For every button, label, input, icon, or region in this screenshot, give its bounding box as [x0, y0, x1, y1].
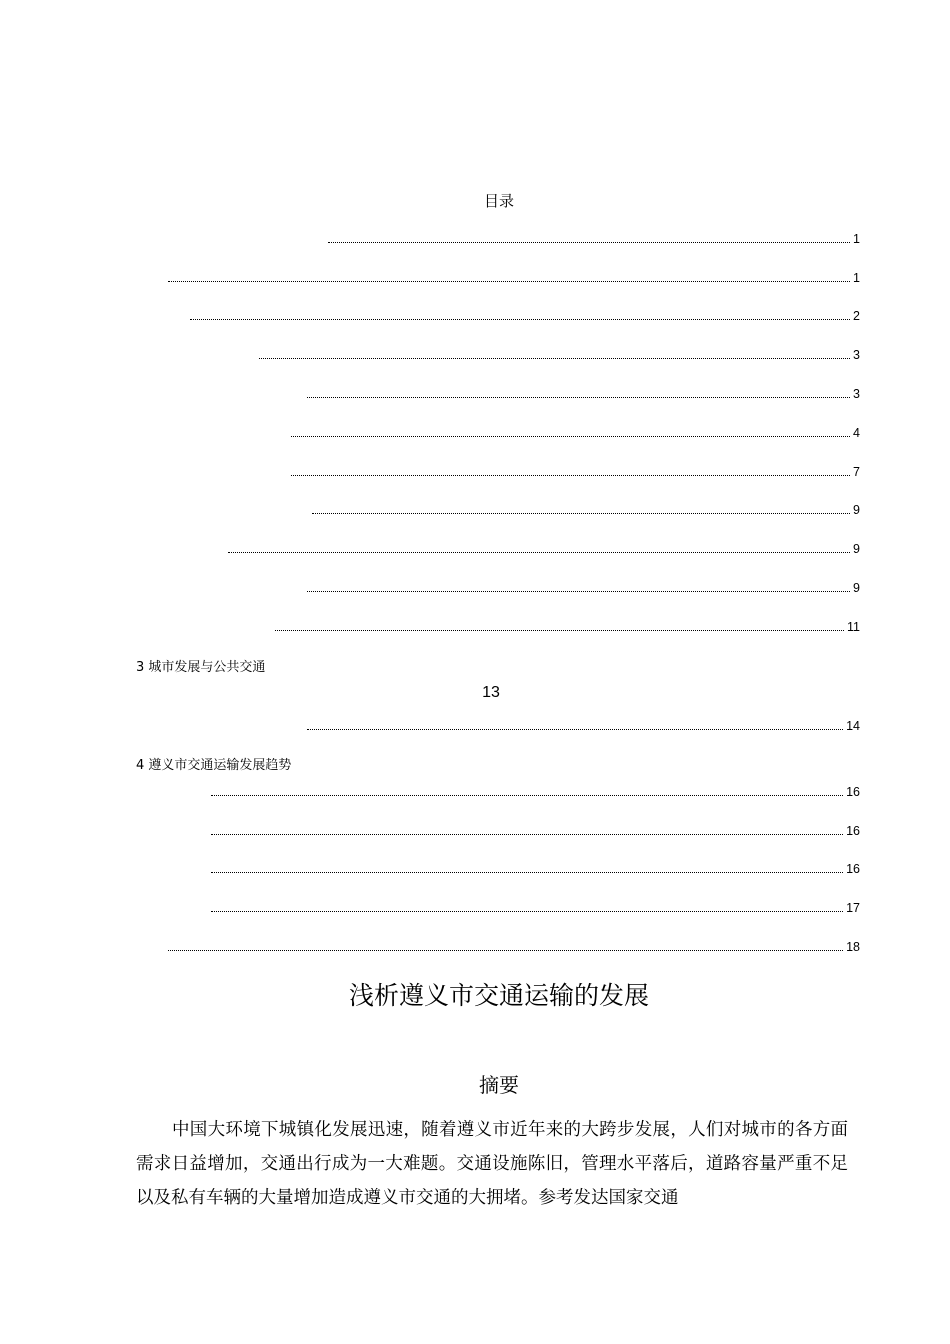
toc-page-number: 7 [853, 465, 860, 479]
toc-entry[interactable] [211, 860, 860, 876]
toc-page-number: 9 [853, 542, 860, 556]
toc-entry[interactable] [211, 783, 860, 799]
toc-entry[interactable] [307, 717, 860, 733]
dot-leader [168, 281, 850, 282]
dot-leader [328, 242, 850, 243]
toc-page-number: 9 [853, 503, 860, 517]
dot-leader [211, 911, 843, 912]
dot-leader [307, 591, 850, 592]
toc-entry[interactable] [168, 938, 860, 954]
toc-entry[interactable] [259, 346, 860, 362]
toc-page-number: 2 [853, 309, 860, 323]
toc-page-number: 1 [853, 271, 860, 285]
dot-leader [211, 834, 843, 835]
toc-page-number: 9 [853, 581, 860, 595]
dot-leader [307, 397, 850, 398]
toc-page-number: 11 [847, 620, 860, 634]
document-title: 浅析遵义市交通运输的发展 [348, 981, 649, 1010]
toc-entry[interactable] [190, 307, 860, 323]
toc-title: 目录 [483, 192, 514, 210]
dot-leader [312, 513, 850, 514]
toc-entry[interactable] [291, 424, 860, 440]
toc-page-number: 13 [482, 684, 500, 701]
toc-page-number: 16 [846, 785, 860, 799]
dot-leader [259, 358, 850, 359]
dot-leader [211, 795, 843, 796]
toc-entry[interactable] [228, 540, 860, 556]
toc-page-number: 14 [846, 719, 860, 733]
dot-leader [291, 475, 850, 476]
toc-page-number: 3 [853, 348, 860, 362]
toc-page-number: 18 [846, 940, 860, 954]
toc-entry[interactable] [307, 579, 860, 595]
toc-page-number: 16 [846, 862, 860, 876]
toc-entry[interactable] [211, 899, 860, 915]
dot-leader [211, 872, 843, 873]
dot-leader [291, 436, 850, 437]
dot-leader [275, 630, 844, 631]
toc-page-number: 16 [846, 824, 860, 838]
toc-entry[interactable] [291, 463, 860, 479]
dot-leader [168, 950, 843, 951]
toc-section-heading[interactable]: 4 遵义市交通运输发展趋势 [136, 758, 292, 773]
toc-entry[interactable] [275, 618, 860, 634]
toc-page-number: 1 [853, 232, 860, 246]
abstract-title: 摘要 [479, 1073, 519, 1097]
toc-page-number: 3 [853, 387, 860, 401]
dot-leader [307, 729, 843, 730]
dot-leader [228, 552, 850, 553]
dot-leader [190, 319, 850, 320]
toc-entry[interactable] [307, 385, 860, 401]
toc-entry[interactable] [168, 269, 860, 285]
toc-section-heading[interactable]: 3 城市发展与公共交通 [136, 660, 266, 675]
toc-page-number: 17 [846, 901, 860, 915]
toc-entry[interactable] [312, 501, 860, 517]
toc-entry[interactable] [211, 822, 860, 838]
toc-page-number: 4 [853, 426, 860, 440]
abstract-body: 中国大环境下城镇化发展迅速，随着遵义市近年来的大跨步发展，人们对城市的各方面需求日益增加，交通出行成为一大难题。交通设施陈旧，管理水平落后，道路容量严重不足以及私有车辆的大量增加造成遵义市交通的大拥堵。参考发达国家交通 [136, 1120, 848, 1208]
toc-entry[interactable] [328, 230, 860, 246]
